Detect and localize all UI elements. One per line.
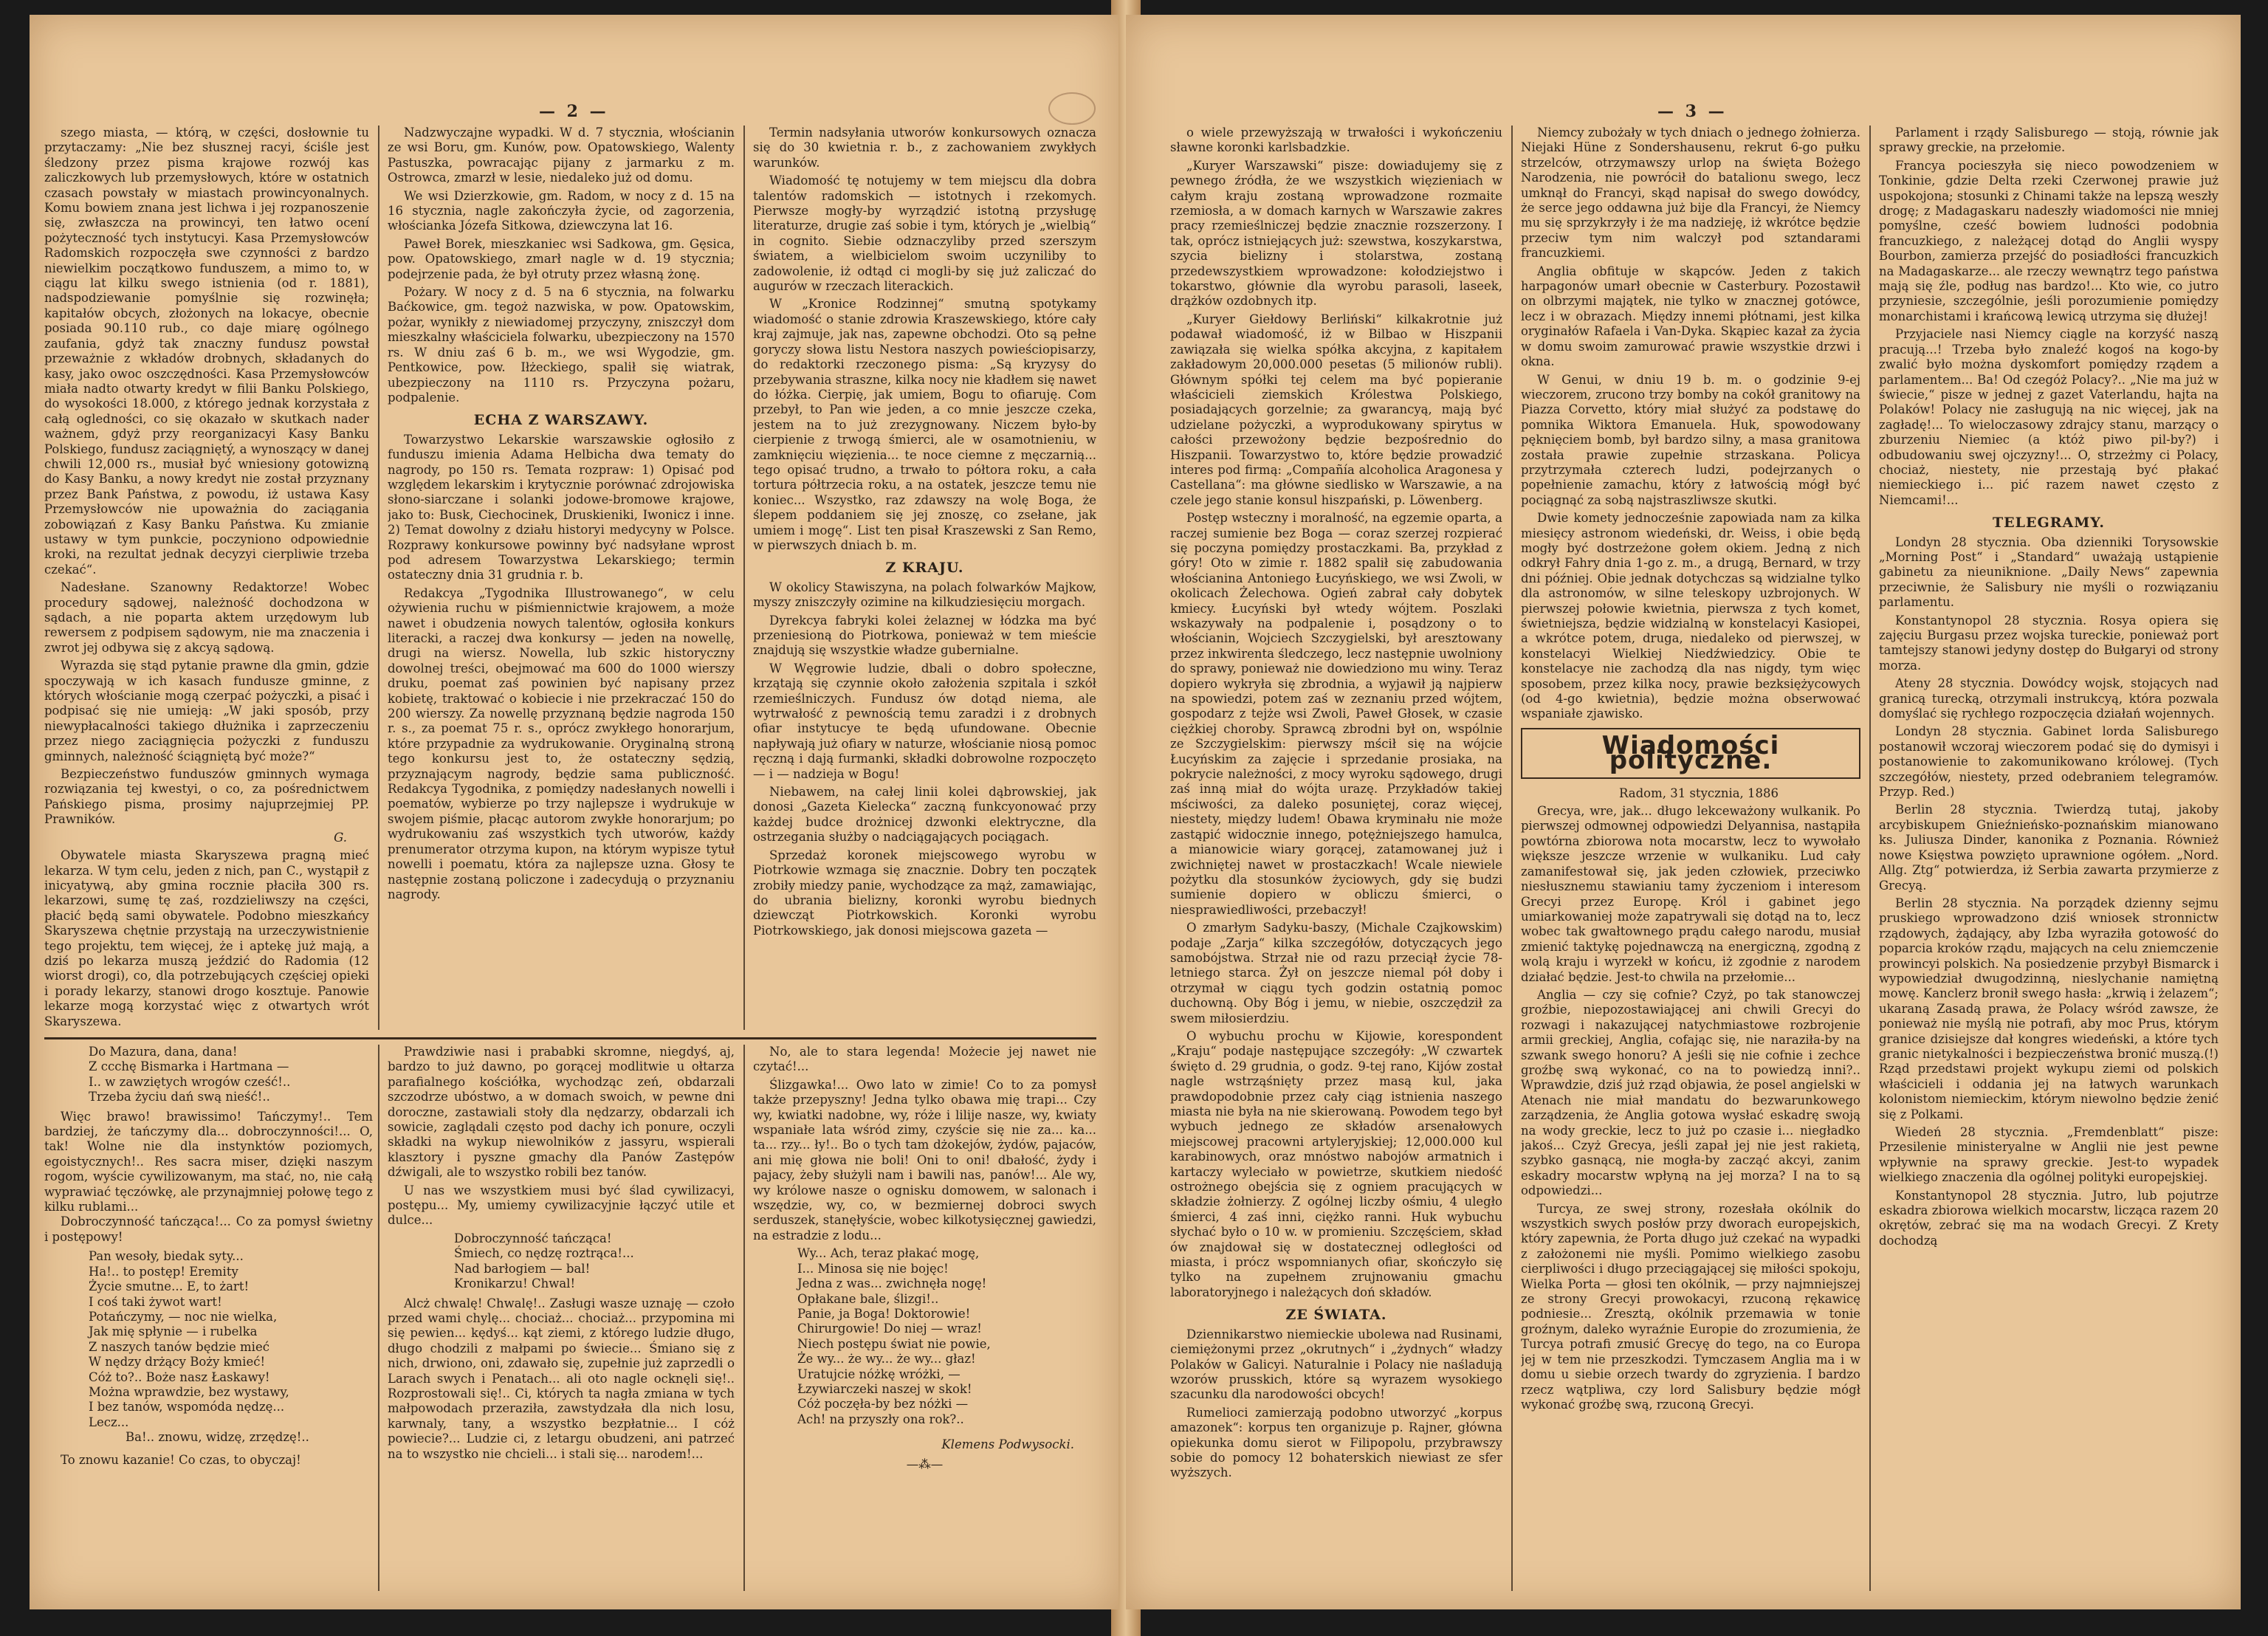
- article-sadyk-basza: O zmarłym Sadyku-baszy, (Michale Czajkowskim) podaje „Zarja“ kilka szczegółów, dotyczących jego samobójstwa. Strzał nie od razu przeciął życie 78-letniego starca. Żył on jeszcze niemal pół doby i otrzymał w ciągu tych godzin ostatnią pomoc duchowną. Oby Bóg i jemu, w niebie, oszczędził za swem miłosierdziu.: [1170, 921, 1502, 1025]
- article-wegrow: W Węgrowie ludzie, dbali o dobro społeczne, krzątają się czynnie około założenia szpitala i szkół rzemieślniczych. Fundusz ów dotąd niema, ale wytrwałość z pewnością temu zaradzi i z drobnych ofiar instytucye te będą ufundowane. Obecnie napływają już ofiary w naturze, włościanie niosą pomoc ręczną i dają furmanki, składki dobrowolne rozpoczęto — i — nadzieja w Bogu!: [753, 661, 1096, 781]
- article-radom-kasa: szego miasta, — którą, w części, dosłownie tu przytaczamy: „Nie bez słusznej racyi, ściśle jest śledzony przez pisma krajowe rozwój kas zaliczkowych lub przemysłowych, które w ostatnich czasach powstały w miastach prowincyonalnych. Komu bowiem znana jest lichwa i jej rozpanoszenie się, zwłaszcza na prowincyi, ten łatwo ocení pożyteczność tych instytucyi. Kasa Przemysłowców Radomskich rozpoczęła swe czynności z bardzo niewielkim początkowo funduszem, a mimo to, w ciągu lat kilku swego istnienia (od r. 1881), nadspodziewanie pomyślnie się rozwinęła; kapitałów obcych, złożonych na lokacye, obecnie posiada 90.110 rub., co daje miarę ogólnego zaufania, gdyż tak znaczny fundusz powstał przeważnie z wkładów drobnych, składanych do kasy, jako owoc oszczędności. Kasa Przemysłowców miała nadto otwarty kredyt w filii Banku Polskiego, do wysokości 18.000, z którego jednak korzystała z całą ogledności, co się okazało w skutkach nader ważnem, gdyż przy reorganizacyi Kasy Banku Polskiego, fundusz zaciągniętý, a wynoszący w danej chwili 12,000 rs., musiał być wniesiony gotowizną do Kasy Banku, a nowy kredyt nie został przyznany przez Bank Państwa, z powodu, iż ustawa Kasy Przemysłowców nie upoważnia do zaciągania zobowiązań z Kasy Banku Państwa. Ku zmianie ustawy w tym punkcie, poczyniono odpowiednie kroki, na rezultat jednak decyzyi cierpliwie trzeba czekać“.: [44, 126, 369, 577]
- verse-line: Nad barłogiem — bal!: [454, 1261, 591, 1276]
- column-divider: [1869, 126, 1871, 1591]
- page-number-left: — 2 —: [539, 102, 609, 121]
- verse-line: Do Mazura, dana, dana!: [89, 1045, 238, 1059]
- article-koronki-cont: o wiele przewyższają w trwałości i wykończeniu sławne koronki karlsbadzkie.: [1170, 126, 1502, 155]
- article-dzierzkow: We wsi Dzierzkowie, gm. Radom, w nocy z d. 15 na 16 stycznia, nagle zakończyła życie, od zagorzenia, włościanka Józefa Sitkowa, dziewczyna lat 16.: [388, 188, 735, 233]
- dateline: Radom, 31 stycznia, 1886: [1618, 786, 1779, 800]
- feuilleton-rule: [44, 1037, 1096, 1039]
- verse-line: Opłakane bale, ślizgi!..: [797, 1291, 939, 1306]
- feuilleton-paragraph: Dobroczynność tańcząca!... Co za pomysł świetny i postępowy!: [44, 1214, 373, 1244]
- telegram-konstantynopol-1: Konstantynopol 28 stycznia. Rosya opiera się zajęciu Burgasu przez wojska tureckie, ponieważ port tamtejszy stanowi jedyny dostęp do Bułgaryi od strony morza.: [1879, 613, 2219, 673]
- verse-line: I coś taki żywot wart!: [89, 1294, 222, 1309]
- right-page: [1126, 15, 2241, 1609]
- verse-line: Łzywiarczeki naszej w skok!: [797, 1381, 972, 1396]
- right-column-2: [1521, 126, 1860, 1591]
- author-signature: Klemens Podwysocki.: [941, 1437, 1074, 1452]
- telegram-ateny: Ateny 28 stycznia. Dowódcy wojsk, stojących nad granicą turecką, otrzymali instrukcyą, która pozwala domyślać się rychłego rozpoczęcia działań wojennych.: [1879, 676, 2219, 721]
- column-divider: [378, 126, 379, 1030]
- article-koronki: Sprzedaż koronek miejscowego wyrobu w Piotrkowie wzmaga się znacznie. Dobry ten początek zrobiły miedzy panie, wychodzące za mąż, zamawiając, do ubrania bielizny, koronki wyrobu biednych dziewcząt Piotrkowskich. Koronki wyrobu Piotrkowskiego, jak donosi miejscowa gazeta —: [753, 848, 1096, 938]
- telegram-londyn-2: Londyn 28 stycznia. Gabinet lorda Salisburego postanowił wczoraj wieczorem podać się do dymisyi i postanowienie to zakomunikowano królowej. (Tych szczegółów, niestety, przed odebraniem telegramów. Przyp. Red.): [1879, 724, 2219, 800]
- verse-line: I... Minosa się nie bojęc!: [797, 1261, 949, 1276]
- article-dyrekcya: Dyrekcya fabryki kolei żelaznej w łódzka ma być przeniesioną do Piotrkowa, ponieważ w tem mieście znajdują się wszystkie władze gubernialne.: [753, 613, 1096, 658]
- article-kuryer-warszawski: „Kuryer Warszawski“ pisze: dowiadujemy się z pewnego źródła, że we wszystkich więzieniach w całym kraju zostaną wprowadzone rozmaite rzemiosła, a w domach karnych w Warszawie zakres pracy rzemieślniczej będzie znacznie rozszerzony. I tak, oprócz istniejących już: szewstwa, koszykarstwa, szycia bielizny i stolarstwa, zostaną przedewszystkiem wprowadzone: kołodziejstwo i tokarstwo, głównie dla wyrobu parasoli, laseek, drążków ozdobnych itp.: [1170, 158, 1502, 309]
- verse-line: Że wy... że wy... że wy... głaz!: [797, 1352, 976, 1367]
- feuilleton-paragraph: Więc brawo! brawissimo! Tańczymy!.. Tem bardziej, że tańczymy dla... dobroczynności!... O, tak! Wolne nie dla instynktów poziomych, egoistycznych!.. Res sacra miser, dzięki naszym rogom, wyście cywilizowanym, ma stać, no, nie całą wyprawiać tęczówkę, ale przynajmniej połowę tego z kilku rublami...: [44, 1109, 373, 1214]
- article-pozary: Pożary. W nocy z d. 5 na 6 stycznia, na folwarku Baćkowice, gm. tegoż nazwiska, w pow. Opatowskim, pożar, wynikły z niewiadomej przyczyny, zniszczył dom mieszkalny właściciela folwarku, ubezpieczony na 1570 rs. W dniu zaś 6 b. m., we wsi Wygodzie, gm. Pentkowice, pow. Iłżeckiego, spalił się wiatrak, ubezpieczony na 1110 rs. Przyczyna pożaru, podpalenie.: [388, 285, 735, 405]
- article-anglia: Anglia — czy się cofnie? Czyż, po tak stanowczej groźbie, niepozostawiającej ani chwili Grecyi do rozwagi i nakazującej natychmiastowe rozbrojenie armii greckiej, Anglia, cofając się, nie naraziła-by na szwank swego honoru? A jeśli się nie cofnie i zechce groźbę swą wykonać, co na to powiedzą inni?.. Wprawdzie, dziś już rząd objawia, że posel angielski w Atenach nie miał mandatu do bezwarunkowego zarządzenia, że Anglia gotowa wysłać eskadrę swoją na wody greckie, lecz to już po czasie i... niegładko jakoś... Czyż Grecya, jeśli zapał jej nie jest rakietą, szybko gasnącą, nie mogła-by zacząć akcyi, zanim eskadry mocarstw wpłyną na jej morza? I na to są odpowiedzi...: [1521, 987, 1860, 1198]
- verse-line: Uratujcie nóżkę wróżki, —: [797, 1367, 961, 1381]
- page-number-right: — 3 —: [1657, 102, 1728, 121]
- verse-line: Ba!.. znowu, widzę, zrzędzę!..: [126, 1430, 309, 1445]
- article-tygodnik: Redakcya „Tygodnika Illustrowanego“, w celu ożywienia ruchu w piśmiennictwie krajowem, a może nawet i obudzenia nowych talentów, ogłosiła konkurs literacki, a raczej dwa konkursy — jeden na nowellę, drugi na wiersz. Nowella, lub szkic historyczny dowolnej treści, obejmować ma 600 do 1000 wierszy druku, poemat zaś powinien być napisany przez kobietę, traktować o kobiecie i nie przekraczać 150 do 200 wierszy. Za nowellę przyznaną będzie nagroda 150 r. s., za poemat 75 r. s., oprócz zwykłego honorarjum, które przypadnie za wydrukowanie. Oryginalną stroną tego konkursu jest to, że ostateczny sędzią, przyznającym nagrody, będzie sama publiczność. Redakcya Tygodnika, z pomiędzy nadesłanych nowelli i poematów, wybierze po trzy najlepsze i wydrukuje w swojem piśmie, płacąc autorom zwykłe honorarjum; po wydrukowaniu zaś wszystkich tych utworów, każdy prenumerator otrzyma kupon, na którym wypisze tytuł nowelli i poematu, która za najlepsze uzna. Głosy te następnie zostaną policzone i zadecydują o przyznaniu nagrody.: [388, 585, 735, 901]
- article-genua: W Genui, w dniu 19 b. m. o godzinie 9-ej wieczorem, zrucono trzy bomby na cokół granitowy na Piazza Corvetto, który miał służyć za podstawę do pomnika Wiktora Emanuela. Huk, spowodowany pęknięciem bomb, był bardzo silny, a masa granitowa została prawie zupełnie strzaskana. Policya przytrzymała czterech ludzi, podejrzanych o popełnienie zamachu, który z łatwością mógł być pociągnąć za sobą najstraszliwsze skutki.: [1521, 372, 1860, 507]
- article-niebawem: Niebawem, na całej linii kolei dąbrowskiej, jak donosi „Gazeta Kielecka“ zaczną funkcyonować przy każdej budce drożnicej dzwonki elektryczne, dla ostrzegania służby o nadciągających pociągach.: [753, 785, 1096, 845]
- verse-line: Można wprawdzie, bez wystawy,: [89, 1384, 289, 1399]
- verse-line: Śmiech, co nędzę roztrąca!...: [454, 1246, 634, 1261]
- feuilleton-paragraph: Ślizgawka!... Owo lato w zimie! Co to za pomysł także przepyszny! Jedna tylko obawa mię trapi... Czy wy, kwiatki nadobne, wy, róże i lilije nasze, wy, kwiaty wspaniałe lata wśród zimy, czyście się nie za... ka... ta... rzy... ły!.. Bo o tych tam dżokejów, żydów, pajaców, ani mię głowa nie boli! Oni to oni! dbałość, żydy i pajacy, żeby służyli nam i bawili nas, panów!... Ale wy, wy królowe nasze o ognisku domowem, w salonach i wszędzie, wy, co, w bezmiernej dobroci swych serduszek, stanęłyście, wobec kilkotysięcznej gawiedzi, na estradzie z lodu...: [753, 1077, 1096, 1243]
- article-kronika-rodzinna: W „Kronice Rodzinnej“ smutną spotykamy wiadomość o stanie zdrowia Kraszewskiego, które cały kraj zajmuje, jak nas, zapewne obchodzi. Oto są pełne goryczy słowa listu Nestora naszych powieściopisarzy, do redaktorki rzeczonego pisma: „Są kryzysy do przebywania straszne, kilka nocy nie kładłem się nawet do łóżka. Cierpię, jak umiem, Bogu to ofiaruję. Com przebył, to Pan wie jeden, a co mnie jeszcze czeka, jestem na to już zrezygnowany. Niczem było-by cierpienie z trwogą śmierci, ale w osamotnieniu, w zamknięciu więzienia... te noce ciemne z męczarnią... tego opisać trudno, a trwało to półtora roku, a cała tortura półtrzecia roku, a na ostatek, jeszcze temu nie koniec... Wszystko, raz zdawszy na wolę Boga, że ślepem poddaniem się jej znoszę, co zsełane, jak umiem i mogę“. List ten pisał Kraszewski z San Remo, w pierwszych dniach b. m.: [753, 297, 1096, 552]
- article-komety: Dwie komety jednocześnie zapowiada nam za kilka miesięcy astronom wiedeński, dr. Weiss, i obie będą mogły być dostrzeżone gołem okiem. Jedną z nich odkrył Fahry dnia 1-go z. m., a drugą, Bernard, w trzy dni później. Obie jednak dotychczas są widzialne tylko dla astronomów, w silne teleskopy uzbrojonych. W pierwszej połowie kwietnia, pierwsza z tych komet, świetniejsza, będzie widzialną w konstelacyi Kasiopei, a wkrótce potem, druga, niedaleko od pierwszej, w konstelacyi Wielkiej Niedźwiedzicy. Obie te konstelacye nie zachodzą dla nas nigdy, tym więc sposobem, przez kilka nocy, prawie bezksiężycowych (od 4-go kwietnia), będzie można obserwować wspaniałe zjawisko.: [1521, 511, 1860, 721]
- heading-ze-swiata: ZE ŚWIATA.: [1285, 1307, 1387, 1324]
- article-termin: Termin nadsyłania utworów konkursowych oznacza się do 30 kwietnia r. b., z zachowaniem zwykłych warunków.: [753, 126, 1096, 170]
- article-stawiszyn: W okolicy Stawiszyna, na polach folwarków Majkow, myszy zniszczyły ozimine na kilkudziesięciu morgach.: [753, 580, 1096, 610]
- article-kuryer-gieldowy: „Kuryer Giełdowy Berliński“ kilkakrotnie już podawał wiadomość, iż w Bilbao w Hiszpanii zawiązała się wielka spółka akcyjna, z kapitałem zakładowym 20,000.000 pesetas (5 milionów rubli). Głównym spółki tej celem ma być popieranie właścicieli ziemskich Królestwa Polskiego, posiadających gorzelnie; za gwarancyą, mają być udzielane pożyczki, a wyprodukowany spirytus w całości przewożony będzie bezpośrednio do Hiszpanii. Towarzystwo to, które będzie prowadzić interes pod firmą: „Compañía alcoholica Aragonesa y Castellana“: ma główne siedlisko w Warszawie, a na czele jego stanie konsul hiszpański, p. Löwenberg.: [1170, 312, 1502, 507]
- verse-line: Trzeba życiu dań swą nieść!..: [89, 1090, 270, 1104]
- heading-telegramy: TELEGRAMY.: [1993, 515, 2105, 532]
- article-wiadomosc: Wiadomość tę notujemy w tem miejscu dla dobra talentów radomskich — istotnych i rzekomych. Pierwsze mogły-by wyrządzić istotną przysługę literaturze, drugie zaś sobie i tym, których je „wielbią“ in cognito. Siebie odznaczyliby przed szerszym światem, a wielbicielom swoim uczyniliby to zadowolenie, iż odtąd ci mogli-by się już zaliczać do augurów w rzeczach literackich.: [753, 173, 1096, 294]
- article-grecya: Grecya, wre, jak... długo lekceważony wulkanik. Po pierwszej odmownej odpowiedzi Delyannisa, nastąpiła powtórna zbiorowa nota mocarstw, lecz to wywołało większe jeszcze wrzenie w wulkaniku. Lud cały zamanifestował się, jak jeden człowiek, przeciwko niesłusznemu stawianiu tamy życzeniom i interesom Grecyi przez Europę. Król i gabinet jego umiarkowaniej może zapatrywali się dotąd na to, lecz wobec tak gwałtownego prądu całego narodu, musiał zmienić taktykę pojednawczą na energiczną, zgodną z wolą kraju i wyrzekł w końcu, iż zgodnie z narodem działać będzie. Jest-to chwila na przełomie...: [1521, 804, 1860, 984]
- left-column-1: [44, 126, 369, 1030]
- article-parlament: Parlament i rządy Salisburego — stoją, równie jak sprawy greckie, na przełomie.: [1879, 126, 2219, 155]
- verse-line: Chirurgowie! Do niej — wraz!: [797, 1321, 982, 1336]
- article-postep-wsteczny: Postęp wsteczny i moralność, na egzemie oparta, a raczej sumienie bez Boga — coraz szerzej rozpierać się poczyna pomiędzy prostaczkami. Ba, przykład z góry! Oto w zimie r. 1882 spalił się zabudowania włościanina Antoniego Łucyńskiego, we wsi Zwoli, w okolicach Żelechowa. Ogień zabrał cały dobytek kmiecy. Łucyński był wtedy wójtem. Poszlaki wskazywały na podpalenie i, posądzony o to włościanin, Wojciech Szczygielski, był aresztowany przez inkwirenta śledczego, lecz następnie uwolniony do sprawy, ponieważ nie dowiedziono mu winy. Teraz dopiero wykryła się zbrodnia, a wyjawił ją najpierw na spowiedzi, potem zaś w zeznaniu przed wójtem, gospodarz z tejże wsi Zwoli, Paweł Głosek, w czasie ciężkiej choroby. Sprawcą zbrodni był on, wspólnie ze Szczygielskim: pierwszy mścił się na wójcie Łucyńskim za zajęcie i sprzedanie prosiaka, na pokrycie należności, z mocy wyroku sądowego, drugi zaś inną miał do wójta urazę. Przykładów takiej mściwości, za daleko posuniętej, coraz więcej, niestety, między ludem! Obawa kryminału nie może zastąpić widocznie innego, potężniejszego hamulca, a mianowicie wiary gorącej, zatamowanej już i zwichniętej nawet w prostaczkach! Wcale niewiele pożytku dla stosunków życiowych, gdy się budzi sumienie dopiero w obliczu śmierci, o niesprawiedliwości, przebaczył!: [1170, 511, 1502, 917]
- verse-line: Życie smutne... E, to żart!: [89, 1279, 250, 1294]
- verse-line: W nędzy drżący Boży kmieć!: [89, 1355, 266, 1369]
- verse-line: Lecz...: [89, 1415, 129, 1429]
- column-divider: [743, 1045, 745, 1591]
- article-francya: Francya pocieszyła się nieco powodzeniem w Tonkinie, gdzie Delta rzeki Czerwonej prawie już uspokojona; stosunki z Chinami także na lepszą weszły drogę; z Madagaskaru nadeszły wiadomości nie mniej pomyślne, cześć bowiem ludności podobnia francuzkiego, z należącej dotąd do Anglii wyspy Bourbon, zamierza przejść do posiadłości francuzkich na Madagaskarze... ale rzeczy wewnątrz tego państwa mają się źle, podług nas bardzo!... Kto wie, co jutro przyniesie, szczególnie, jeśli porozumienie pomiędzy monarchistami i krańcową lewicą utrzyma się dłużej!: [1879, 158, 2219, 323]
- verse-line: Dobroczynność tańcząca!: [454, 1231, 612, 1245]
- right-column-3: [1879, 126, 2219, 1591]
- article-towarzystwo-lekarskie: Towarzystwo Lekarskie warszawskie ogłosiło z funduszu imienia Adama Helbicha dwa tematy do nagrody, po 150 rs. Temata rozpraw: 1) Opisać pod względem lekarskim i krytycznie porównać zdrojowiska słono-siarczane i solanki jodowe-bromowe krajowe, jako to: Busk, Ciechocinek, Druskieniki, Iwonicz i inne. 2) Temat dowolny z działu historyi medycyny w Polsce. Rozprawy konkursowe powinny być nadsyłane wprost pod adresem Towarzystwa Lekarskiego; termin ostateczny dnia 31 grudnia r. b.: [388, 432, 735, 582]
- article-turcya: Turcya, ze swej strony, rozesłała okólnik do wszystkich swych posłów przy dworach europejskich, który zapewnia, że Porta długo już czekać na wypadki z założonemi nie myśli. Pomimo wielkiego zasobu cierpliwości i długo przeciągającej się miłości spokoju, Wielka Porta — głosi ten okólnik, — przy najmniejszej ze strony Grecyi prowokacyi, rzuconą rękawicę podniesie... Zresztą, okólnik przemawia w tonie groźnym, daleko wyraźnie Europie do zrozumienia, że Turcya potrafi zmusić Grecyę do tego, na co Europa jej w tem nie przeszkodzi. Tymczasem Anglia ma i w domu u siebie orzech twardy do zgryzienia. I bardzo rzecz wątpliwa, czy lord Salisbury będzie mógł wykonać groźbę swą, rzuconą Grecyi.: [1521, 1201, 1860, 1412]
- library-stamp: [1048, 92, 1096, 125]
- feuilleton-column-3: [753, 1045, 1096, 1591]
- verse-line: Niech postępu świat nie powie,: [797, 1336, 991, 1351]
- article-bezpieczenstwo: Bezpieczeństwo funduszów gminnych wymaga rozwiązania tej kwestyi, o co, za pośrednictwem Pańskiego pisma, prosimy najuprzejmiej PP. Prawników.: [44, 767, 369, 827]
- left-column-2: [388, 126, 735, 1030]
- article-pytanie-prawne: Wyrazda się stąd pytanie prawne dla gmin, gdzie spoczywają w ich kasach fundusze gminne, z których włościanie mogą czerpać pożyczki, a pisać i podpisać się nie umieją: „W jaki sposób, przy niewypłacalności takiego dłużnika i zaprzeczeniu przez niego zaciągnięcia pożyczki z funduszu gminnych, należność ściągniętą być może?“: [44, 659, 369, 763]
- feuilleton-column-1: [44, 1045, 373, 1591]
- verse-line: Pan wesoły, biedak syty...: [89, 1249, 244, 1264]
- telegram-londyn-1: Londyn 28 stycznia. Oba dzienniki Torysowskie „Morning Post“ i „Standard“ uważają ustąpienie gabinetu za nieuniknione. „Daily News“ zapewnia przeciwnie, że Salisbury nie myśli o rozwiązaniu parlamentu.: [1879, 535, 2219, 610]
- verse-line: Kronikarzu! Chwal!: [454, 1276, 576, 1291]
- feuilleton-paragraph: To znowu kazanie! Co czas, to obyczaj!: [61, 1452, 301, 1467]
- signature-g: G.: [334, 830, 347, 845]
- section-title-wiadomosci-polityczne: Wiadomości polityczne.: [1521, 728, 1860, 779]
- ornament-divider: —⁂—: [906, 1457, 944, 1471]
- verse-line: Cóż poczęła-by bez nóżki —: [797, 1397, 969, 1412]
- verse-line: Z naszych tanów będzie mieć: [89, 1339, 269, 1354]
- heading-z-kraju: Z KRAJU.: [885, 560, 964, 577]
- telegram-berlin-1: Berlin 28 stycznia. Twierdzą tutaj, jakoby arcybiskupem Gnieźnieńsko-poznańskim mianowano ks. Juliusza Dinder, kanonika z Poznania. Również nowe Księstwa powzięto uprawnione ogółem. „Nord. Allg. Ztg“ potwierdza, iż Serbia zawarta przymierze z Grecyą.: [1879, 802, 2219, 893]
- left-page: [30, 15, 1118, 1609]
- left-column-3: [753, 126, 1096, 1030]
- verse-line: Ha!.. to postęp! Eremity: [89, 1264, 238, 1279]
- verse-line: Jedna z was... zwichnęła nogę!: [797, 1276, 987, 1291]
- verse-line: I.. w zawziętych wrogów cześć!..: [89, 1074, 291, 1089]
- feuilleton-column-2: [388, 1045, 735, 1591]
- verse-line: Wy... Ach, teraz płakać mogę,: [797, 1246, 980, 1261]
- verse-line: I bez tanów, wspomóda nędzę...: [89, 1400, 285, 1415]
- feuilleton-paragraph: U nas we wszystkiem musi być ślad cywilizacyi, postępu... My, umiemy cywilizacyjnie łączyć utile et dulce...: [388, 1183, 735, 1228]
- right-column-1: [1170, 126, 1502, 1591]
- article-niemcy-polacy: Przyjaciele nasi Niemcy ciągle na korzyść naszą pracują...! Trzeba było znaleźć kogoś na kogo-by zwalić było można dyskomfort pomiędzy rządem a parlamentem... Ba! Od czegóż Polacy?.. „Nie ma już w świecie,“ pisze w jednej z gazet Vaterlandu, hajta na Polaków! Polacy nie zasługują na nic więcej, jak na zagładę!... To wieloczasowy zdrajcy stanu, marzący o zburzeniu Niemiec (a któż piwo pil-by?) i odbudowaniu swej ojczyzny!... O, strzeżmy ci Polacy, chociaż, niestety, nie przestają być płakać niemieckiego i... pić razem nawet często z Niemcami!...: [1879, 327, 2219, 507]
- column-divider: [378, 1045, 379, 1591]
- feuilleton-paragraph: Prawdziwie nasi i prababki skromne, niegdyś, aj, bardzo to już dawno, po gorącej modlitwie u ołtarza parafialnego kościółka, wychodząc zeń, obdarzali szczodrze ubóstwo, a w domach swoich, w pewne dni doroczne, zastawiali stoły dla nędzarzy, obdarzali ich sowicie, zaglądali często pod dachy ich ponure, oczyli składki na wykup niewolników z jassyru, wspierali klasztory i pyszne gmachy dla Panów Zastępów dźwigali, ale to wszystko robili bez tanów.: [388, 1045, 735, 1180]
- article-nadeslane: Nadesłane. Szanowny Redaktorze! Wobec procedury sądowej, należność dochodzona w sądach, a nie poparta aktem urzędowym lub rewersem z podpisem sądowym, nie ma znaczenia i zwrot jej odbywa się z akcyą sądową.: [44, 580, 369, 655]
- verse-line: Jak mię spłynie — i rubelka: [89, 1324, 258, 1339]
- article-wypadki: Nadzwyczajne wypadki. W d. 7 stycznia, włościanin ze wsi Boru, gm. Kunów, pow. Opatowskiego, Walenty Pastuszka, powracając pijany z jarmarku z m. Ostrowca, zmarzł w lesie, niedaleko już od domu.: [388, 126, 735, 185]
- telegram-wieden: Wiedeń 28 stycznia. „Fremdenblatt“ pisze: Przesilenie ministeryalne w Anglii nie jest pewne wpływnie na sprawy greckie. Jest-to wypadek wielkiego znaczenia dla ogólnej polityki europejskiej.: [1879, 1125, 2219, 1185]
- article-anglia-skapcy: Anglia obfituje w skąpców. Jeden z takich harpagonów umarł obecnie w Casterbury. Pozostawił on olbrzymi majątek, nie tylko w znacznej gotówce, lecz i w obrazach. Między innemi płótnami, jest kilka oryginałów Rafaela i Van-Dyka. Skąpiec kazał za życia w domu swoim zamurować prawie wszystkie drzwi i okna.: [1521, 264, 1860, 369]
- heading-echa-z-warszawy: ECHA Z WARSZAWY.: [473, 412, 649, 429]
- column-divider: [1511, 126, 1513, 1591]
- article-skaryszew: Obywatele miasta Skaryszewa pragną mieć lekarza. W tym celu, jeden z nich, pan C., wystąpił z inicyatywą, aby gmina rocznie płaciła 300 rs. lekarzowi, sumę tę zaś, rozdzieliwszy na części, płacić będą sami obywatele. Podobno mieszkańcy Skaryszewa chętnie przystają na urzeczywistnienie tego projektu, tem więcej, że i aptekę już mają, a dziś po lekarza muszą jeździć do Radomia (12 wiorst drogi), co, dla potrzebujących częściej opieki i porady lekarzy, stanowi drogo kosztuje. Panowie lekarze mogą korzystać więc z otwartych wrót Skaryszewa.: [44, 848, 369, 1028]
- feuilleton-paragraph: No, ale to stara legenda! Możecie jej nawet nie czytać!...: [753, 1045, 1096, 1074]
- verse-line: Cóż to?.. Boże nasz Łaskawy!: [89, 1369, 270, 1384]
- verse-line: Z ccchę Bismarka i Hartmana —: [89, 1059, 289, 1074]
- article-rumelioci: Rumelioci zamierzają podobno utworzyć „korpus amazonek“: korpus ten organizuje p. Rajner, główna opiekunka domu sierot w Filipopolu, przybrawszy sobie do pomocy 12 bohaterskich niewiast ze sfer wyższych.: [1170, 1405, 1502, 1480]
- article-niemcy: Niemcy zubożały w tych dniach o jednego żołnierza. Niejaki Hüne z Sondershausenu, rekrut 6-go pułku strzelców, otrzymawszy urlop na święta Bożego Narodzenia, nie powrócił do batalionu swego, lecz umknął do Francyi, skąd napisał do swego dowódcy, że serce jego oddawna już bije dla Francyi, że Niemcy mu się sprzykrzyły i że ma nadzieję, iż wkrótce będzie przeciw tym nim walczył pod sztandarami francuzkiemi.: [1521, 126, 1860, 261]
- verse-line: Ach! na przyszły ona rok?..: [797, 1412, 964, 1426]
- article-kijow: O wybuchu prochu w Kijowie, korespondent „Kraju“ podaje następujące szczegóły: „W czwartek święto d. 29 grudnia, o godz. 9-tej rano, Kijów został nagle wstrząśnięty przez masą kul, jaka prawdopodobnie przez cały ciąg istnienia naszego miasta nie była na nie skierowaną. Powodem tego był wybuch jednego ze składów arsenałowych miejscowej pracowni artyleryjskiej; 12,000.000 kul karabinowych, oraz mnóstwo nabojów armatnich i kartaczy wyleciało w powietrze, skutkiem niedość ostrożnego obejścia się z ogniem pracujących w składzie żołnierzy. Z ogólnej liczby ośmiu, 4 uległo śmierci, 4 zaś inni, ciężko ranni. Huk wybuchu słychać było o 10 w. w promieniu. Szczęściem, skład ów znajdował się w dostatecznej odległości od miasta, i prócz wspomnianych ofiar, skończyło się tylko na zupełnem zrujnowaniu gmachu laboratoryjnego i należących doń składów.: [1170, 1028, 1502, 1299]
- telegram-berlin-2: Berlin 28 stycznia. Na porządek dzienny sejmu pruskiego wprowadzono dziś wniosek stronnictw rządowych, żądający, aby Izba wyraziła gotowość do poparcia kroków rządu, mających na celu zniemczenie prowincyi polskich. Na posiedzenie przybył Bismarck i wypowiedział dwugodzinną, nieslychanie namiętną mowę. Kanclerz bronił swego hasła: „krwią i żelazem“; ukaraną Zasadą prawa, że Polacy wśród zawsze, że ponieważ nie myślą nie potrafi, aby moc Prus, którym granice dzisiejsze dał kongres wiedeński, a które tych granic nietykalności i bezpieczeństwa bronić muszą.(!) Rząd przedstawi projekt wykupu ziemi od polskich właścicieli i oddania jej na łatwych warunkach kolonistom niemieckim, którym niewolno będzie żenić się z Polkami.: [1879, 896, 2219, 1121]
- verse-line: Panie, ja Boga! Doktorowie!: [797, 1306, 971, 1321]
- feuilleton-paragraph: Alcż chwalę! Chwalę!.. Zasługi wasze uznaję — czoło przed wami chylę... chociaż... chociaż... przypomina mi się pewien... kędyś... kąt ziemi, z którego ludzie długo, długo chodzili z małpami po świecie... Śmiano się z nich, drwiono, oni, zdawało się, zupełnie już zaprzedli o Larach swych i Penatach... ali oto nagle ocknęli się!.. Rozprostowali się!.. Ci, których ta nagła zmiana w tych małpowodach przeraziła, zawstydzała dla nich losu, karwnaly, tany, a wszystko bezpłatnie... I cóż powiecie?... Ludzie ci, z letargu obudzeni, ani patrzeć na to wszystko nie chcieli... i stali się... narodem!...: [388, 1296, 735, 1461]
- article-dziennikarstwo: Dziennikarstwo niemieckie ubolewa nad Rusinami, ciemiężonymi przez „okrutnych“ i „żydnych“ władzy Polaków w Galicyi. Naturalnie i Polacy nie naśladują wzorów prusskich, które są wyrazem wysokiego szacunku dla narodowości obcych!: [1170, 1327, 1502, 1402]
- column-divider: [743, 126, 745, 1030]
- article-borek: Paweł Borek, mieszkaniec wsi Sadkowa, gm. Gęsica, pow. Opatowskiego, zmarł nagle w d. 19 stycznia; podejrzenie pada, że był otruty przez własną żonę.: [388, 236, 735, 281]
- telegram-konstantynopol-2: Konstantynopol 28 stycznia. Jutro, lub pojutrze eskadra zbiorowa wielkich mocarstw, licząca razem 20 okrętów, zebrać się ma na wodach Grecyi. Z Krety dochodzą: [1879, 1188, 2219, 1248]
- verse-line: Potańczymy, — noc nie wielka,: [89, 1309, 278, 1324]
